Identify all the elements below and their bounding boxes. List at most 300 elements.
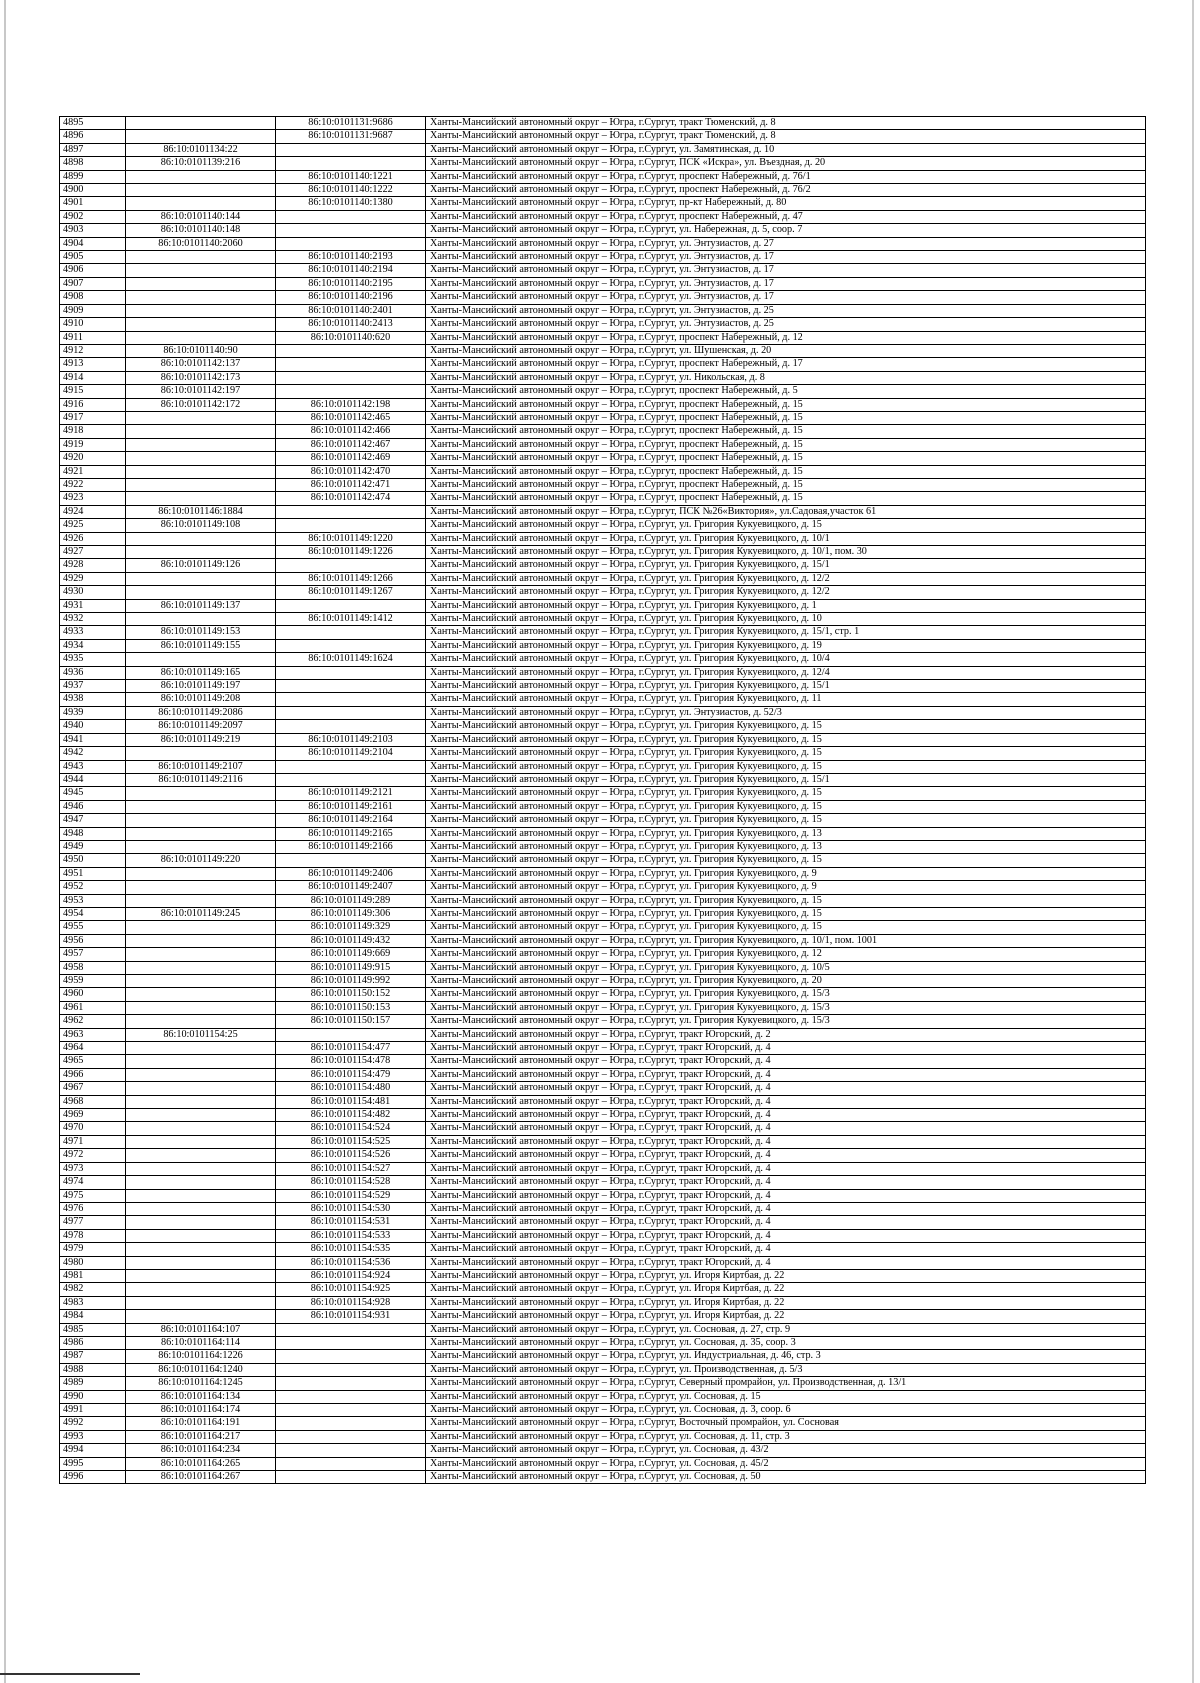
address-cell: Ханты-Мансийский автономный округ – Югра, г.Сургут, ул. Григория Кукуевицкого, д. 13: [426, 827, 1146, 840]
address-cell: Ханты-Мансийский автономный округ – Югра, г.Сургут, ул. Григория Кукуевицкого, д. 15/1: [426, 559, 1146, 572]
table-row: [60, 224, 1146, 237]
table-row: [60, 1417, 1146, 1430]
table-row: [60, 398, 1146, 411]
row-number-cell: 4899: [60, 170, 126, 183]
cadastral-building-number-cell: 86:10:0101149:329: [276, 921, 426, 934]
address-cell: Ханты-Мансийский автономный округ – Югра, г.Сургут, тракт Югорский, д. 4: [426, 1095, 1146, 1108]
row-number-cell: 4918: [60, 425, 126, 438]
row-number-cell: 4917: [60, 411, 126, 424]
row-number-cell: 4969: [60, 1109, 126, 1122]
table-row: [60, 1189, 1146, 1202]
cadastral-building-number-cell: 86:10:0101149:2104: [276, 747, 426, 760]
scan-bottom-mark: [0, 1673, 140, 1675]
row-number-cell: 4988: [60, 1363, 126, 1376]
row-number-cell: 4957: [60, 948, 126, 961]
row-number-cell: 4952: [60, 881, 126, 894]
table-row: [60, 1377, 1146, 1390]
table-row: [60, 1176, 1146, 1189]
cadastral-building-number-cell: 86:10:0101140:2196: [276, 291, 426, 304]
table-row: [60, 291, 1146, 304]
address-cell: Ханты-Мансийский автономный округ – Югра, г.Сургут, ул. Григория Кукуевицкого, д. 15: [426, 519, 1146, 532]
row-number-cell: 4955: [60, 921, 126, 934]
address-cell: Ханты-Мансийский автономный округ – Югра, г.Сургут, ул. Григория Кукуевицкого, д. 15: [426, 733, 1146, 746]
cadastral-building-number-cell: 86:10:0101149:1412: [276, 613, 426, 626]
cadastral-building-number-cell: 86:10:0101149:2406: [276, 867, 426, 880]
cadastral-building-number-cell: [276, 1028, 426, 1041]
table-row: [60, 867, 1146, 880]
row-number-cell: 4933: [60, 626, 126, 639]
address-cell: Ханты-Мансийский автономный округ – Югра, г.Сургут, ул. Игоря Киртбая, д. 22: [426, 1310, 1146, 1323]
address-cell: Ханты-Мансийский автономный округ – Югра, г.Сургут, проспект Набережный, д. 47: [426, 210, 1146, 223]
address-cell: Ханты-Мансийский автономный округ – Югра, г.Сургут, ул. Григория Кукуевицкого, д. 9: [426, 867, 1146, 880]
address-cell: Ханты-Мансийский автономный округ – Югра, г.Сургут, ул. Григория Кукуевицкого, д. 15/3: [426, 1015, 1146, 1028]
cadastral-building-number-cell: 86:10:0101154:480: [276, 1082, 426, 1095]
table-row: [60, 519, 1146, 532]
address-cell: Ханты-Мансийский автономный округ – Югра, г.Сургут, тракт Югорский, д. 4: [426, 1122, 1146, 1135]
row-number-cell: 4931: [60, 599, 126, 612]
address-cell: Ханты-Мансийский автономный округ – Югра, г.Сургут, ул. Сосновая, д. 11, стр. 3: [426, 1430, 1146, 1443]
row-number-cell: 4927: [60, 546, 126, 559]
cadastral-building-number-cell: 86:10:0101140:2195: [276, 277, 426, 290]
address-cell: Ханты-Мансийский автономный округ – Югра, г.Сургут, тракт Тюменский, д. 8: [426, 117, 1146, 130]
cadastral-land-number-cell: 86:10:0101149:126: [126, 559, 276, 572]
address-cell: Ханты-Мансийский автономный округ – Югра, г.Сургут, ул. Сосновая, д. 45/2: [426, 1457, 1146, 1470]
address-cell: Ханты-Мансийский автономный округ – Югра, г.Сургут, тракт Югорский, д. 4: [426, 1055, 1146, 1068]
table-row: [60, 1028, 1146, 1041]
row-number-cell: 4944: [60, 773, 126, 786]
cadastral-building-number-cell: 86:10:0101149:2407: [276, 881, 426, 894]
cadastral-land-number-cell: [126, 827, 276, 840]
row-number-cell: 4907: [60, 277, 126, 290]
table-row: [60, 894, 1146, 907]
cadastral-building-number-cell: [276, 344, 426, 357]
cadastral-building-number-cell: [276, 1377, 426, 1390]
row-number-cell: 4987: [60, 1350, 126, 1363]
address-cell: Ханты-Мансийский автономный округ – Югра, г.Сургут, ул. Григория Кукуевицкого, д. 10/1, пом. 1001: [426, 934, 1146, 947]
address-cell: Ханты-Мансийский автономный округ – Югра, г.Сургут, ул. Григория Кукуевицкого, д. 19: [426, 639, 1146, 652]
cadastral-land-number-cell: [126, 264, 276, 277]
cadastral-building-number-cell: [276, 358, 426, 371]
table-row: [60, 492, 1146, 505]
cadastral-land-number-cell: [126, 1068, 276, 1081]
cadastral-building-number-cell: [276, 237, 426, 250]
cadastral-land-number-cell: [126, 961, 276, 974]
cadastral-building-number-cell: [276, 143, 426, 156]
address-cell: Ханты-Мансийский автономный округ – Югра, г.Сургут, ул. Григория Кукуевицкого, д. 15: [426, 921, 1146, 934]
cadastral-land-number-cell: [126, 840, 276, 853]
address-cell: Ханты-Мансийский автономный округ – Югра, г.Сургут, ул. Григория Кукуевицкого, д. 15: [426, 787, 1146, 800]
cadastral-land-number-cell: [126, 1202, 276, 1215]
cadastral-building-number-cell: 86:10:0101131:9687: [276, 130, 426, 143]
address-cell: Ханты-Мансийский автономный округ – Югра, г.Сургут, ул. Сосновая, д. 35, соор. 3: [426, 1336, 1146, 1349]
cadastral-building-number-cell: 86:10:0101154:481: [276, 1095, 426, 1108]
address-cell: Ханты-Мансийский автономный округ – Югра, г.Сургут, ул. Сосновая, д. 15: [426, 1390, 1146, 1403]
table-row: [60, 1444, 1146, 1457]
cadastral-building-number-cell: 86:10:0101149:306: [276, 907, 426, 920]
row-number-cell: 4909: [60, 304, 126, 317]
table-row: [60, 130, 1146, 143]
address-cell: Ханты-Мансийский автономный округ – Югра, г.Сургут, проспект Набережный, д. 76/2: [426, 184, 1146, 197]
cadastral-building-number-cell: 86:10:0101149:289: [276, 894, 426, 907]
cadastral-building-number-cell: 86:10:0101140:620: [276, 331, 426, 344]
cadastral-building-number-cell: 86:10:0101149:2103: [276, 733, 426, 746]
cadastral-land-number-cell: 86:10:0101142:173: [126, 371, 276, 384]
cadastral-land-number-cell: 86:10:0101142:197: [126, 385, 276, 398]
table-row: [60, 1457, 1146, 1470]
table-row: [60, 626, 1146, 639]
cadastral-building-number-cell: 86:10:0101142:198: [276, 398, 426, 411]
cadastral-land-number-cell: 86:10:0101149:219: [126, 733, 276, 746]
table-row: [60, 921, 1146, 934]
table-row: [60, 1363, 1146, 1376]
cadastral-building-number-cell: [276, 599, 426, 612]
row-number-cell: 4974: [60, 1176, 126, 1189]
cadastral-building-number-cell: 86:10:0101149:669: [276, 948, 426, 961]
table-row: [60, 827, 1146, 840]
cadastral-land-number-cell: [126, 613, 276, 626]
cadastral-building-number-cell: [276, 720, 426, 733]
row-number-cell: 4915: [60, 385, 126, 398]
cadastral-building-number-cell: 86:10:0101149:2121: [276, 787, 426, 800]
table-row: [60, 720, 1146, 733]
table-row: [60, 1042, 1146, 1055]
cadastral-land-number-cell: 86:10:0101140:90: [126, 344, 276, 357]
row-number-cell: 4939: [60, 706, 126, 719]
cadastral-building-number-cell: 86:10:0101149:1220: [276, 532, 426, 545]
row-number-cell: 4964: [60, 1042, 126, 1055]
cadastral-building-number-cell: [276, 639, 426, 652]
row-number-cell: 4980: [60, 1256, 126, 1269]
cadastral-land-number-cell: 86:10:0101134:22: [126, 143, 276, 156]
cadastral-land-number-cell: [126, 934, 276, 947]
address-cell: Ханты-Мансийский автономный округ – Югра, г.Сургут, тракт Югорский, д. 4: [426, 1042, 1146, 1055]
cadastral-land-number-cell: [126, 251, 276, 264]
row-number-cell: 4962: [60, 1015, 126, 1028]
row-number-cell: 4932: [60, 613, 126, 626]
address-cell: Ханты-Мансийский автономный округ – Югра, г.Сургут, ул. Набережная, д. 5, соор. 7: [426, 224, 1146, 237]
table-row: [60, 251, 1146, 264]
row-number-cell: 4972: [60, 1149, 126, 1162]
cadastral-land-number-cell: [126, 572, 276, 585]
row-number-cell: 4905: [60, 251, 126, 264]
row-number-cell: 4920: [60, 452, 126, 465]
row-number-cell: 4996: [60, 1471, 126, 1484]
row-number-cell: 4968: [60, 1095, 126, 1108]
address-cell: Ханты-Мансийский автономный округ – Югра, г.Сургут, ул. Григория Кукуевицкого, д. 15: [426, 907, 1146, 920]
address-cell: Ханты-Мансийский автономный округ – Югра, г.Сургут, ул. Григория Кукуевицкого, д. 15/1: [426, 773, 1146, 786]
table-row: [60, 1149, 1146, 1162]
cadastral-land-number-cell: 86:10:0101164:107: [126, 1323, 276, 1336]
cadastral-building-number-cell: [276, 1471, 426, 1484]
cadastral-building-number-cell: 86:10:0101149:1266: [276, 572, 426, 585]
cadastral-land-number-cell: 86:10:0101149:137: [126, 599, 276, 612]
cadastral-building-number-cell: 86:10:0101154:528: [276, 1176, 426, 1189]
cadastral-land-number-cell: [126, 1189, 276, 1202]
table-row: [60, 948, 1146, 961]
cadastral-building-number-cell: [276, 505, 426, 518]
row-number-cell: 4941: [60, 733, 126, 746]
table-row: [60, 572, 1146, 585]
table-row: [60, 773, 1146, 786]
cadastral-land-number-cell: 86:10:0101149:208: [126, 693, 276, 706]
address-cell: Ханты-Мансийский автономный округ – Югра, г.Сургут, тракт Югорский, д. 4: [426, 1216, 1146, 1229]
table-row: [60, 371, 1146, 384]
row-number-cell: 4985: [60, 1323, 126, 1336]
row-number-cell: 4950: [60, 854, 126, 867]
address-cell: Ханты-Мансийский автономный округ – Югра, г.Сургут, ул. Григория Кукуевицкого, д. 10/1, пом. 30: [426, 546, 1146, 559]
cadastral-building-number-cell: 86:10:0101149:2166: [276, 840, 426, 853]
address-cell: Ханты-Мансийский автономный округ – Югра, г.Сургут, тракт Югорский, д. 4: [426, 1202, 1146, 1215]
cadastral-building-number-cell: [276, 1417, 426, 1430]
cadastral-land-number-cell: [126, 1216, 276, 1229]
row-number-cell: 4946: [60, 800, 126, 813]
address-cell: Ханты-Мансийский автономный округ – Югра, г.Сургут, ул. Григория Кукуевицкого, д. 12/4: [426, 666, 1146, 679]
cadastral-land-number-cell: [126, 452, 276, 465]
address-cell: Ханты-Мансийский автономный округ – Югра, г.Сургут, проспект Набережный, д. 15: [426, 492, 1146, 505]
table-row: [60, 961, 1146, 974]
row-number-cell: 4978: [60, 1229, 126, 1242]
cadastral-land-number-cell: [126, 331, 276, 344]
row-number-cell: 4938: [60, 693, 126, 706]
row-number-cell: 4963: [60, 1028, 126, 1041]
address-cell: Ханты-Мансийский автономный округ – Югра, г.Сургут, ул. Григория Кукуевицкого, д. 12/2: [426, 572, 1146, 585]
cadastral-land-number-cell: 86:10:0101164:191: [126, 1417, 276, 1430]
address-cell: Ханты-Мансийский автономный округ – Югра, г.Сургут, ул. Сосновая, д. 50: [426, 1471, 1146, 1484]
address-cell: Ханты-Мансийский автономный округ – Югра, г.Сургут, ул. Григория Кукуевицкого, д. 13: [426, 840, 1146, 853]
cadastral-land-number-cell: [126, 291, 276, 304]
cadastral-land-number-cell: [126, 304, 276, 317]
address-cell: Ханты-Мансийский автономный округ – Югра, г.Сургут, ул. Григория Кукуевицкого, д. 15/1, стр. 1: [426, 626, 1146, 639]
table-row: [60, 1296, 1146, 1309]
address-cell: Ханты-Мансийский автономный округ – Югра, г.Сургут, ПСК №26«Виктория», ул.Садовая,участок 61: [426, 505, 1146, 518]
cadastral-building-number-cell: [276, 385, 426, 398]
cadastral-land-number-cell: [126, 814, 276, 827]
row-number-cell: 4948: [60, 827, 126, 840]
table-row: [60, 1390, 1146, 1403]
address-cell: Ханты-Мансийский автономный округ – Югра, г.Сургут, ул. Григория Кукуевицкого, д. 10/4: [426, 653, 1146, 666]
cadastral-land-number-cell: [126, 438, 276, 451]
address-cell: Ханты-Мансийский автономный округ – Югра, г.Сургут, тракт Тюменский, д. 8: [426, 130, 1146, 143]
table-row: [60, 653, 1146, 666]
table-row: [60, 840, 1146, 853]
table-row: [60, 1256, 1146, 1269]
cadastral-land-number-cell: [126, 988, 276, 1001]
table-row: [60, 210, 1146, 223]
cadastral-building-number-cell: 86:10:0101142:467: [276, 438, 426, 451]
row-number-cell: 4911: [60, 331, 126, 344]
cadastral-land-number-cell: [126, 197, 276, 210]
address-cell: Ханты-Мансийский автономный округ – Югра, г.Сургут, ул. Игоря Киртбая, д. 22: [426, 1296, 1146, 1309]
address-cell: Ханты-Мансийский автономный округ – Югра, г.Сургут, ул. Григория Кукуевицкого, д. 10/1: [426, 532, 1146, 545]
cadastral-building-number-cell: [276, 1444, 426, 1457]
cadastral-building-number-cell: 86:10:0101154:524: [276, 1122, 426, 1135]
table-row: [60, 787, 1146, 800]
table-row: [60, 358, 1146, 371]
address-cell: Ханты-Мансийский автономный округ – Югра, г.Сургут, тракт Югорский, д. 4: [426, 1162, 1146, 1175]
table-row: [60, 1471, 1146, 1484]
table-row: [60, 1068, 1146, 1081]
cadastral-building-number-cell: 86:10:0101154:530: [276, 1202, 426, 1215]
cadastral-land-number-cell: 86:10:0101164:134: [126, 1390, 276, 1403]
table-row: [60, 331, 1146, 344]
address-cell: Ханты-Мансийский автономный округ – Югра, г.Сургут, ул. Энтузиастов, д. 27: [426, 237, 1146, 250]
address-cell: Ханты-Мансийский автономный округ – Югра, г.Сургут, проспект Набережный, д. 15: [426, 452, 1146, 465]
cadastral-land-number-cell: 86:10:0101154:25: [126, 1028, 276, 1041]
cadastral-land-number-cell: [126, 277, 276, 290]
cadastral-land-number-cell: [126, 1055, 276, 1068]
address-cell: Ханты-Мансийский автономный округ – Югра, г.Сургут, проспект Набережный, д. 15: [426, 398, 1146, 411]
table-row: [60, 881, 1146, 894]
cadastral-building-number-cell: 86:10:0101154:535: [276, 1243, 426, 1256]
cadastral-land-number-cell: 86:10:0101149:220: [126, 854, 276, 867]
cadastral-building-number-cell: 86:10:0101142:469: [276, 452, 426, 465]
cadastral-land-number-cell: 86:10:0101164:234: [126, 1444, 276, 1457]
address-cell: Ханты-Мансийский автономный округ – Югра, г.Сургут, тракт Югорский, д. 4: [426, 1082, 1146, 1095]
row-number-cell: 4904: [60, 237, 126, 250]
cadastral-land-number-cell: [126, 1229, 276, 1242]
table-row: [60, 277, 1146, 290]
cadastral-land-number-cell: [126, 586, 276, 599]
cadastral-land-number-cell: 86:10:0101139:216: [126, 157, 276, 170]
cadastral-building-number-cell: [276, 1323, 426, 1336]
address-cell: Ханты-Мансийский автономный округ – Югра, г.Сургут, ул. Григория Кукуевицкого, д. 1: [426, 599, 1146, 612]
table-row: [60, 465, 1146, 478]
row-number-cell: 4925: [60, 519, 126, 532]
row-number-cell: 4961: [60, 1001, 126, 1014]
row-number-cell: 4956: [60, 934, 126, 947]
address-cell: Ханты-Мансийский автономный округ – Югра, г.Сургут, проспект Набережный, д. 15: [426, 425, 1146, 438]
row-number-cell: 4942: [60, 747, 126, 760]
row-number-cell: 4937: [60, 680, 126, 693]
row-number-cell: 4984: [60, 1310, 126, 1323]
cadastral-building-number-cell: [276, 626, 426, 639]
cadastral-building-number-cell: 86:10:0101140:2193: [276, 251, 426, 264]
row-number-cell: 4901: [60, 197, 126, 210]
cadastral-building-number-cell: 86:10:0101154:526: [276, 1149, 426, 1162]
cadastral-building-number-cell: [276, 371, 426, 384]
cadastral-land-number-cell: [126, 1149, 276, 1162]
row-number-cell: 4897: [60, 143, 126, 156]
cadastral-building-number-cell: [276, 1457, 426, 1470]
address-cell: Ханты-Мансийский автономный округ – Югра, г.Сургут, ул. Сосновая, д. 43/2: [426, 1444, 1146, 1457]
cadastral-building-number-cell: 86:10:0101140:1380: [276, 197, 426, 210]
cadastral-land-number-cell: [126, 1001, 276, 1014]
cadastral-land-number-cell: [126, 1135, 276, 1148]
cadastral-land-number-cell: 86:10:0101164:265: [126, 1457, 276, 1470]
row-number-cell: 4971: [60, 1135, 126, 1148]
address-cell: Ханты-Мансийский автономный округ – Югра, г.Сургут, тракт Югорский, д. 4: [426, 1256, 1146, 1269]
row-number-cell: 4896: [60, 130, 126, 143]
row-number-cell: 4981: [60, 1269, 126, 1282]
address-cell: Ханты-Мансийский автономный округ – Югра, г.Сургут, ул. Энтузиастов, д. 17: [426, 277, 1146, 290]
cadastral-land-number-cell: [126, 747, 276, 760]
cadastral-land-number-cell: 86:10:0101164:267: [126, 1471, 276, 1484]
cadastral-building-number-cell: 86:10:0101154:477: [276, 1042, 426, 1055]
row-number-cell: 4928: [60, 559, 126, 572]
cadastral-land-number-cell: [126, 170, 276, 183]
row-number-cell: 4965: [60, 1055, 126, 1068]
cadastral-building-number-cell: 86:10:0101154:924: [276, 1269, 426, 1282]
address-cell: Ханты-Мансийский автономный округ – Югра, г.Сургут, ул. Энтузиастов, д. 17: [426, 264, 1146, 277]
address-cell: Ханты-Мансийский автономный округ – Югра, г.Сургут, тракт Югорский, д. 2: [426, 1028, 1146, 1041]
address-cell: Ханты-Мансийский автономный округ – Югра, г.Сургут, Восточный промрайон, ул. Сосновая: [426, 1417, 1146, 1430]
table-row: [60, 800, 1146, 813]
cadastral-building-number-cell: 86:10:0101142:471: [276, 478, 426, 491]
cadastral-land-number-cell: [126, 921, 276, 934]
row-number-cell: 4945: [60, 787, 126, 800]
cadastral-building-number-cell: [276, 666, 426, 679]
table-row: [60, 1336, 1146, 1349]
cadastral-building-number-cell: 86:10:0101154:536: [276, 1256, 426, 1269]
address-cell: Ханты-Мансийский автономный округ – Югра, г.Сургут, тракт Югорский, д. 4: [426, 1243, 1146, 1256]
cadastral-land-number-cell: [126, 1310, 276, 1323]
address-cell: Ханты-Мансийский автономный округ – Югра, г.Сургут, проспект Набережный, д. 15: [426, 411, 1146, 424]
cadastral-building-number-cell: 86:10:0101154:533: [276, 1229, 426, 1242]
cadastral-building-number-cell: [276, 1430, 426, 1443]
cadastral-land-number-cell: [126, 1243, 276, 1256]
cadastral-building-number-cell: 86:10:0101154:928: [276, 1296, 426, 1309]
cadastral-land-number-cell: 86:10:0101149:197: [126, 680, 276, 693]
row-number-cell: 4954: [60, 907, 126, 920]
row-number-cell: 4959: [60, 975, 126, 988]
row-number-cell: 4906: [60, 264, 126, 277]
table-row: [60, 666, 1146, 679]
table-row: [60, 344, 1146, 357]
row-number-cell: 4949: [60, 840, 126, 853]
table-row: [60, 706, 1146, 719]
table-row: [60, 143, 1146, 156]
row-number-cell: 4947: [60, 814, 126, 827]
cadastral-building-number-cell: 86:10:0101154:527: [276, 1162, 426, 1175]
row-number-cell: 4989: [60, 1377, 126, 1390]
table-row: [60, 184, 1146, 197]
table-row: [60, 546, 1146, 559]
table-row: [60, 318, 1146, 331]
registry-table-body: [60, 117, 1146, 1484]
address-cell: Ханты-Мансийский автономный округ – Югра, г.Сургут, ул. Григория Кукуевицкого, д. 15: [426, 760, 1146, 773]
address-cell: Ханты-Мансийский автономный округ – Югра, г.Сургут, ул. Григория Кукуевицкого, д. 10/5: [426, 961, 1146, 974]
address-cell: Ханты-Мансийский автономный округ – Югра, г.Сургут, ул. Григория Кукуевицкого, д. 15/1: [426, 680, 1146, 693]
cadastral-land-number-cell: 86:10:0101146:1884: [126, 505, 276, 518]
address-cell: Ханты-Мансийский автономный округ – Югра, г.Сургут, проспект Набережный, д. 15: [426, 478, 1146, 491]
address-cell: Ханты-Мансийский автономный округ – Югра, г.Сургут, ул. Шушенская, д. 20: [426, 344, 1146, 357]
row-number-cell: 4979: [60, 1243, 126, 1256]
address-cell: Ханты-Мансийский автономный округ – Югра, г.Сургут, ул. Индустриальная, д. 46, стр. 3: [426, 1350, 1146, 1363]
row-number-cell: 4975: [60, 1189, 126, 1202]
cadastral-land-number-cell: [126, 1283, 276, 1296]
cadastral-land-number-cell: [126, 546, 276, 559]
table-row: [60, 411, 1146, 424]
row-number-cell: 4943: [60, 760, 126, 773]
row-number-cell: 4940: [60, 720, 126, 733]
address-cell: Ханты-Мансийский автономный округ – Югра, г.Сургут, ул. Григория Кукуевицкого, д. 12: [426, 948, 1146, 961]
table-row: [60, 385, 1146, 398]
cadastral-building-number-cell: [276, 210, 426, 223]
cadastral-land-number-cell: [126, 425, 276, 438]
cadastral-building-number-cell: 86:10:0101154:529: [276, 1189, 426, 1202]
row-number-cell: 4930: [60, 586, 126, 599]
address-cell: Ханты-Мансийский автономный округ – Югра, г.Сургут, проспект Набережный, д. 5: [426, 385, 1146, 398]
cadastral-building-number-cell: 86:10:0101154:482: [276, 1109, 426, 1122]
row-number-cell: 4919: [60, 438, 126, 451]
address-cell: Ханты-Мансийский автономный округ – Югра, г.Сургут, ул. Григория Кукуевицкого, д. 9: [426, 881, 1146, 894]
table-row: [60, 452, 1146, 465]
row-number-cell: 4902: [60, 210, 126, 223]
cadastral-land-number-cell: 86:10:0101164:1226: [126, 1350, 276, 1363]
address-cell: Ханты-Мансийский автономный округ – Югра, г.Сургут, проспект Набережный, д. 15: [426, 438, 1146, 451]
cadastral-building-number-cell: 86:10:0101150:153: [276, 1001, 426, 1014]
cadastral-building-number-cell: [276, 693, 426, 706]
